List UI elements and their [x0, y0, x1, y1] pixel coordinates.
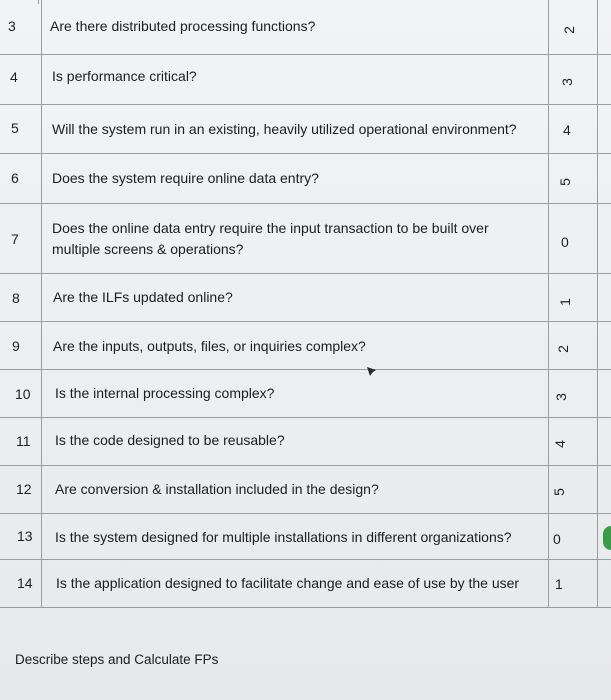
row-number: 9 — [12, 338, 20, 354]
row-value: 4 — [551, 440, 568, 448]
row-value: 2 — [554, 345, 571, 353]
table-row — [0, 105, 611, 154]
row-value: 5 — [550, 488, 567, 496]
row-number: 8 — [12, 290, 20, 306]
row-question: Is the application designed to facilitate change and ease of use by the user — [56, 575, 520, 591]
table-row — [0, 204, 611, 274]
row-number: 11 — [16, 433, 31, 449]
table-row — [0, 274, 611, 322]
row-value: 3 — [558, 78, 575, 86]
row-question-line-1: Does the online data entry require the input transaction to be built over — [52, 220, 489, 236]
row-number: 6 — [11, 170, 19, 186]
table-row — [0, 154, 611, 204]
row-question: Will the system run in an existing, heavily utilized operational environment? — [52, 121, 517, 137]
row-number: 12 — [16, 481, 32, 497]
row-question: Are there distributed processing functions? — [50, 18, 316, 34]
row-value: 4 — [563, 122, 571, 138]
row-value: 3 — [552, 393, 569, 401]
row-number: 3 — [8, 18, 16, 34]
row-value: 1 — [555, 576, 563, 592]
row-question: Is the internal processing complex? — [55, 385, 275, 401]
row-number: 4 — [10, 69, 18, 85]
row-question: Is the system designed for multiple installations in different organizations? — [55, 529, 512, 545]
footer-instruction: Describe steps and Calculate FPs — [15, 652, 219, 667]
row-question: Is performance critical? — [52, 68, 197, 84]
table-row — [0, 0, 611, 55]
row-value: 1 — [556, 298, 573, 306]
mouse-cursor-icon — [366, 366, 380, 380]
edge-green-tab-icon — [603, 526, 611, 550]
row-question: Are the inputs, outputs, files, or inquiries complex? — [53, 338, 366, 354]
row-value: 0 — [553, 531, 561, 547]
row-number: 5 — [11, 120, 19, 136]
table-row — [0, 418, 611, 466]
row-number: 13 — [17, 528, 33, 544]
table-row — [0, 370, 611, 418]
table-row — [0, 55, 611, 105]
row-question-line-2: multiple screens & operations? — [52, 241, 244, 257]
table-row — [0, 322, 611, 370]
row-value: 5 — [556, 178, 573, 186]
row-number: 10 — [15, 386, 31, 402]
row-question: Are the ILFs updated online? — [53, 289, 233, 305]
table-row — [0, 466, 611, 514]
row-question: Are conversion & installation included in the design? — [55, 481, 379, 497]
row-value: 0 — [561, 234, 569, 250]
row-value: 2 — [560, 26, 577, 34]
row-number: 7 — [11, 231, 19, 247]
table-row — [0, 560, 611, 608]
row-question: Is the code designed to be reusable? — [55, 432, 285, 448]
row-number: 14 — [17, 575, 33, 591]
table-row — [0, 514, 611, 560]
row-question: Does the system require online data entry? — [52, 170, 319, 186]
